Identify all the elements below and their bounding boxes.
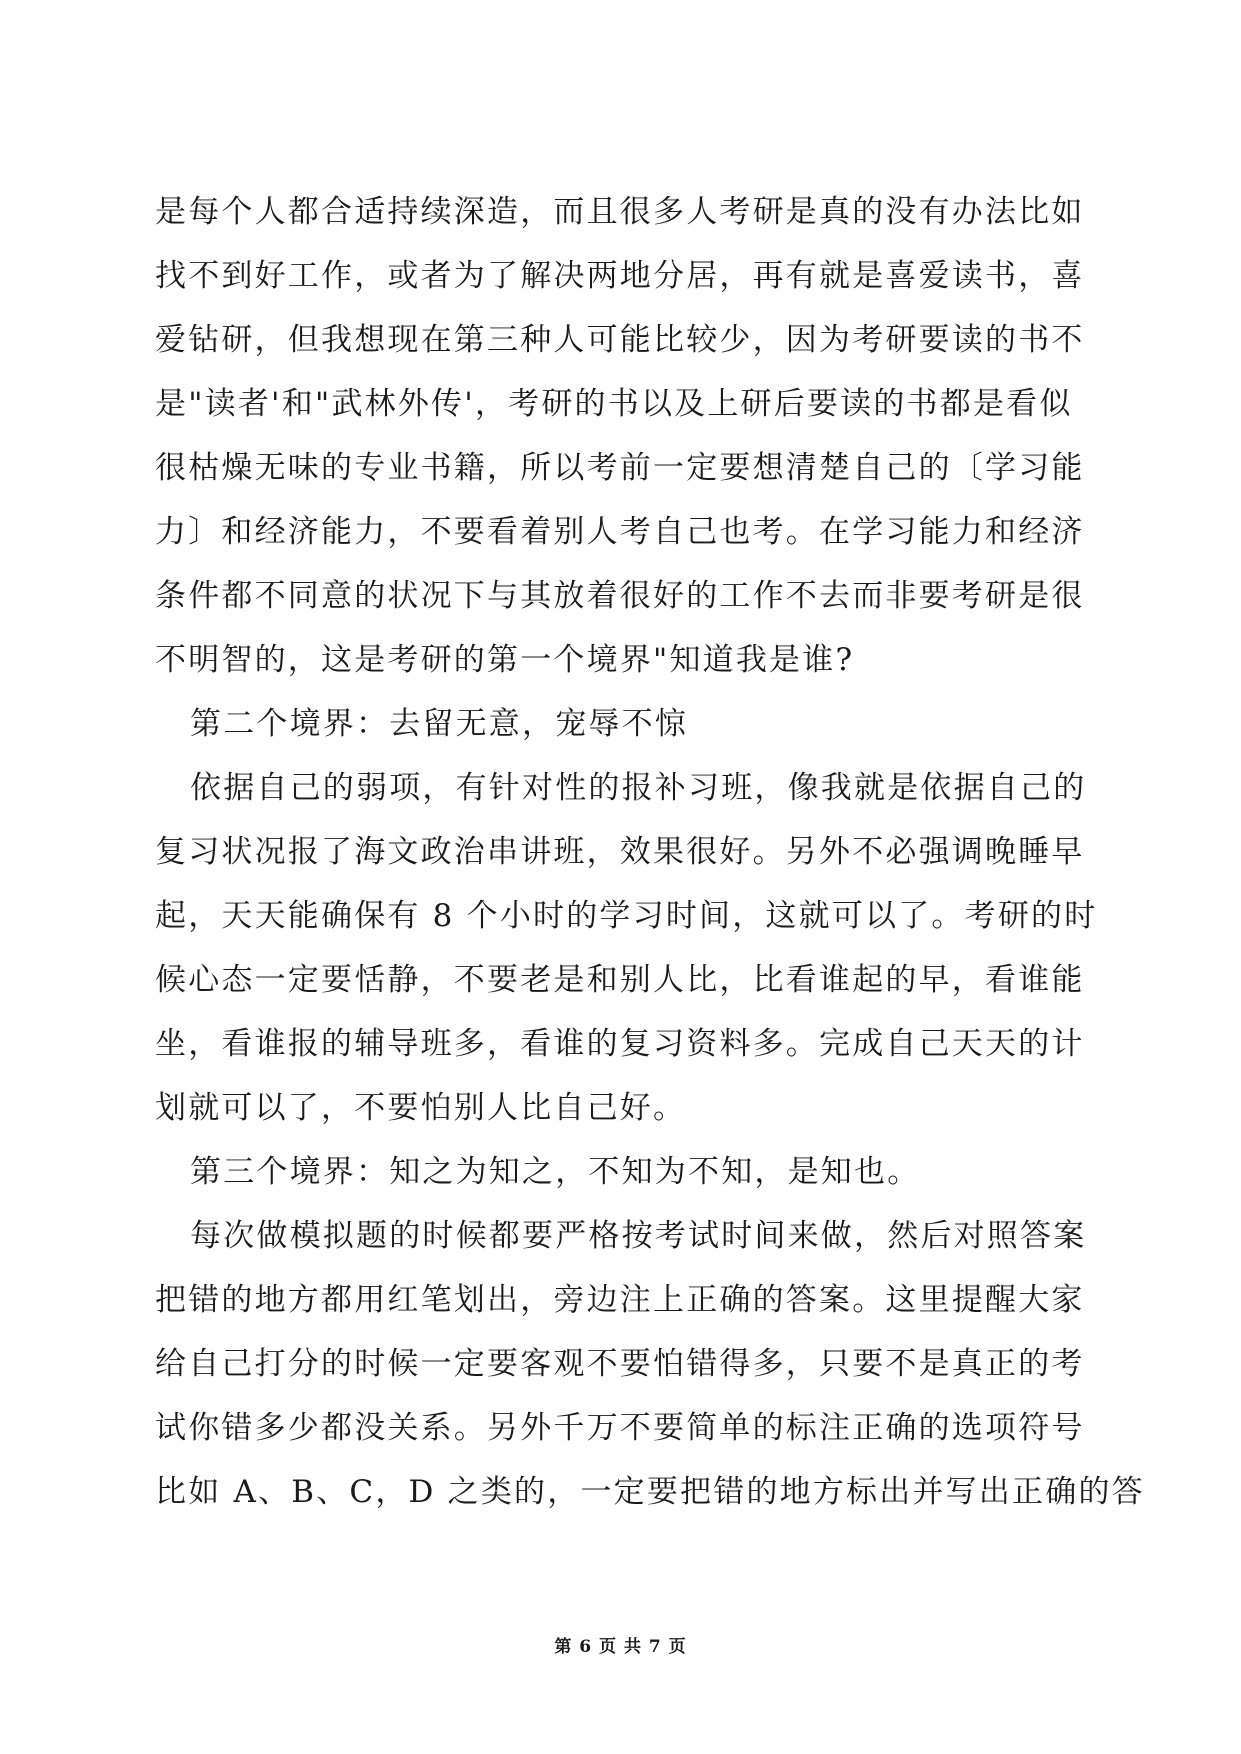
text-line: 力〕和经济能力，不要看着别人考自己也考。在学习能力和经济: [155, 514, 1085, 550]
text-line: 是"读者'和"武林外传'，考研的书以及上研后要读的书都是看似: [155, 386, 1073, 422]
section-heading-3: 第三个境界：知之为知之，不知为不知，是知也。: [190, 1154, 921, 1190]
text-line: 不明智的，这是考研的第一个境界"知道我是谁?: [155, 642, 855, 678]
text-line: 试你错多少都没关系。另外千万不要简单的标注正确的选项符号: [155, 1410, 1085, 1446]
text-line: 划就可以了，不要怕别人比自己好。: [155, 1090, 687, 1126]
text-line: 依据自己的弱项，有针对性的报补习班，像我就是依据自己的: [190, 770, 1087, 806]
text-line: 爱钻研，但我想现在第三种人可能比较少，因为考研要读的书不: [155, 322, 1085, 358]
text-line: 条件都不同意的状况下与其放着很好的工作不去而非要考研是很: [155, 578, 1085, 614]
text-line: 找不到好工作，或者为了解决两地分居，再有就是喜爱读书，喜: [155, 258, 1085, 294]
text-line: 每次做模拟题的时候都要严格按考试时间来做，然后对照答案: [190, 1218, 1087, 1254]
document-body: [155, 180, 1145, 1524]
text-line: 是每个人都合适持续深造，而且很多人考研是真的没有办法比如: [155, 194, 1085, 230]
text-line: 坐，看谁报的辅导班多，看谁的复习资料多。完成自己天天的计: [155, 1026, 1085, 1062]
text-line: 给自己打分的时候一定要客观不要怕错得多，只要不是真正的考: [155, 1346, 1085, 1382]
text-line: 把错的地方都用红笔划出，旁边注上正确的答案。这里提醒大家: [155, 1282, 1085, 1318]
text-line: 候心态一定要恬静，不要老是和别人比，比看谁起的早，看谁能: [155, 962, 1085, 998]
text-line: 起，天天能确保有 8 个小时的学习时间，这就可以了。考研的时: [155, 898, 1098, 934]
text-line: 比如 A、B、C，D 之类的，一定要把错的地方标出并写出正确的答: [155, 1474, 1145, 1510]
section-heading-2: 第二个境界：去留无意，宠辱不惊: [190, 706, 688, 742]
page-number-footer: 第 6 页 共 7 页: [554, 1637, 687, 1657]
text-line: 复习状况报了海文政治串讲班，效果很好。另外不必强调晚睡早: [155, 834, 1085, 870]
text-line: 很枯燥无味的专业书籍，所以考前一定要想清楚自己的〔学习能: [155, 450, 1085, 486]
